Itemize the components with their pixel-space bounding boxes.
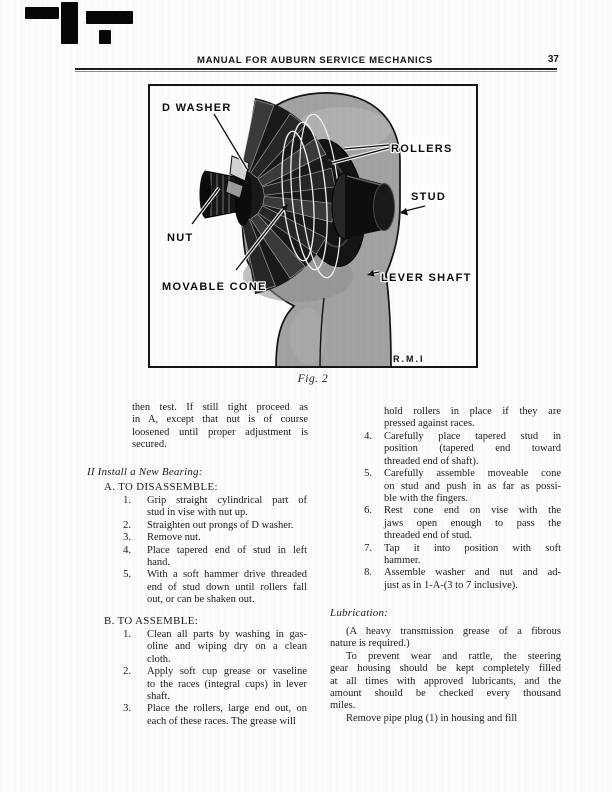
- text-line: Remove nut.: [147, 532, 201, 544]
- list-item-number: 2.: [123, 519, 131, 531]
- figure-label-lever-shaft: LEVER SHAFT: [381, 272, 472, 284]
- list-item-continuation: [384, 406, 561, 431]
- list-item-text: [384, 431, 561, 468]
- leader-line-d-washer: [214, 114, 247, 169]
- list-item-number: 6.: [364, 505, 372, 517]
- list-item: [356, 431, 561, 468]
- text-line: out, or can be shaken out.: [147, 594, 255, 606]
- text-line: secured.: [132, 439, 167, 451]
- figure-caption: Fig. 2: [297, 373, 329, 385]
- text-line: Assemble washer and nut and ad-: [384, 567, 561, 579]
- text-line: shaft.: [147, 691, 171, 703]
- running-header-title: MANUAL FOR AUBURN SERVICE MECHANICS: [197, 55, 433, 66]
- text-line: stud in vise with nut up.: [147, 507, 248, 519]
- text-line: hammer.: [384, 555, 421, 567]
- list-item-text: [147, 629, 307, 666]
- list-item-text: [147, 569, 307, 606]
- text-line: With a soft hammer drive threaded: [147, 569, 307, 581]
- text-line: oline and wiping dry on a clean: [147, 641, 307, 653]
- list-item-number: 3.: [123, 703, 131, 715]
- list-item: [115, 545, 307, 570]
- scan-artifact: [61, 2, 78, 44]
- figure-label-stud: STUD: [411, 191, 447, 203]
- text-line: hold rollers in place if they are: [384, 406, 561, 417]
- list-item-number: 7.: [364, 542, 372, 554]
- scan-artifact: [99, 30, 111, 44]
- text-line: cloth.: [147, 653, 171, 665]
- text-line: Grip straight cylindrical part of: [147, 495, 307, 506]
- paragraph: [330, 651, 561, 713]
- text-line: jaws open enough to pass the: [384, 517, 561, 529]
- list-item: [356, 543, 561, 568]
- text-line: Tap it into position with soft: [384, 542, 561, 554]
- list-item-number: 4.: [123, 544, 131, 556]
- text-line: gear housing should be kept completely filled: [330, 663, 561, 675]
- assemble-list-continued: [356, 431, 561, 592]
- text-line: pressed against races.: [384, 418, 475, 430]
- header-rule-shadow: [75, 71, 557, 72]
- list-item: [115, 520, 307, 532]
- figure-label-d-washer: D WASHER: [162, 102, 232, 114]
- list-item-text: [147, 495, 307, 520]
- list-item-text: [147, 666, 307, 703]
- text-line: at all times with approved lubricants, and the: [330, 675, 561, 687]
- subsection-heading-assemble: B. TO ASSEMBLE:: [104, 615, 199, 627]
- text-line: threaded end of stud.: [384, 530, 473, 542]
- paragraph: [330, 626, 561, 651]
- subsection-heading-disassemble: A. TO DISASSEMBLE:: [104, 481, 218, 493]
- disassemble-list: [115, 495, 307, 607]
- list-item: [356, 505, 561, 542]
- text-line: Remove pipe plug (1) in housing and fill: [346, 712, 518, 724]
- assemble-list: [115, 629, 307, 728]
- text-line: then test. If still tight proceed as: [132, 402, 308, 413]
- figure-label-rollers: ROLLERS: [391, 143, 453, 155]
- text-line: Place the rollers, large end out, on: [147, 703, 307, 715]
- scan-artifact: [25, 7, 59, 19]
- text-line: Place tapered end of stud in left: [147, 544, 307, 556]
- list-item-number: 8.: [364, 567, 372, 579]
- text-line: in A, except that nut is of course: [132, 414, 308, 426]
- list-item-text: [147, 545, 307, 570]
- list-item-number: 3.: [123, 532, 131, 544]
- text-line: hand.: [147, 557, 171, 569]
- figure-label-nut: NUT: [167, 232, 194, 244]
- text-line: to the races (integral cups) in lever: [147, 678, 307, 690]
- text-line: Clean all parts by washing in gas-: [147, 629, 307, 640]
- list-item-number: 5.: [123, 569, 131, 581]
- list-item: [356, 468, 561, 505]
- text-line: end of stud down until rollers fall: [147, 581, 307, 593]
- list-item: [115, 703, 307, 728]
- illustrator-signature: R.M.I: [393, 354, 425, 364]
- list-item: [115, 569, 307, 606]
- text-line: on stud and push in as far as possi-: [384, 480, 561, 492]
- text-line: (A heavy transmission grease of a fibrous: [346, 626, 561, 637]
- paragraph-continuation: [132, 402, 308, 452]
- section-heading-install-new-bearing: II Install a New Bearing:: [87, 466, 203, 478]
- text-line: position (tapered end toward: [384, 443, 561, 455]
- lubrication-paragraphs: [330, 626, 561, 725]
- list-item-text: [147, 532, 307, 544]
- list-item-text: [384, 543, 561, 568]
- paragraph: [330, 713, 561, 725]
- list-item-number: 1.: [123, 495, 131, 506]
- text-line: nature is required.): [330, 638, 410, 650]
- list-item-number: 1.: [123, 629, 131, 640]
- text-line: just as in 1-A-(3 to 7 inclusive).: [384, 579, 518, 591]
- list-item: [115, 495, 307, 520]
- header-rule: [75, 68, 557, 70]
- text-line: ble with the fingers.: [384, 493, 468, 505]
- text-line: threaded end of shaft).: [384, 455, 479, 467]
- list-item: [115, 532, 307, 544]
- stud-end-face: [374, 184, 395, 231]
- figure: [148, 84, 478, 368]
- text-line: Straighten out prongs of D washer.: [147, 519, 294, 531]
- list-item-number: 2.: [123, 666, 131, 678]
- list-item-text: [384, 567, 561, 592]
- page-number: 37: [547, 54, 559, 65]
- list-item-number: 4.: [364, 431, 372, 442]
- list-item: [115, 629, 307, 666]
- list-item-text: [384, 468, 561, 505]
- text-line: To prevent wear and rattle, the steering: [346, 650, 561, 662]
- text-line: Carefully assemble moveable cone: [384, 468, 561, 480]
- lubrication-heading: Lubrication:: [330, 607, 389, 619]
- list-item-number: 5.: [364, 468, 372, 480]
- list-item: [115, 666, 307, 703]
- figure-label-movable-cone: MOVABLE CONE: [162, 281, 267, 293]
- text-line: amount should be checked every thousand: [330, 688, 561, 700]
- list-item-text: [147, 703, 307, 728]
- list-item-text: [384, 505, 561, 542]
- list-item-text: [147, 520, 307, 532]
- text-line: each of these races. The grease will: [147, 715, 296, 727]
- list-item: [356, 567, 561, 592]
- text-line: Apply soft cup grease or vaseline: [147, 666, 307, 678]
- text-line: Carefully place tapered stud in: [384, 431, 561, 442]
- scan-artifact: [86, 11, 133, 24]
- text-line: miles.: [330, 700, 356, 712]
- text-line: loosened until proper adjustment is: [132, 426, 308, 438]
- bearing-assembly-illustration: [148, 84, 478, 368]
- text-line: Rest cone end on vise with the: [384, 505, 561, 517]
